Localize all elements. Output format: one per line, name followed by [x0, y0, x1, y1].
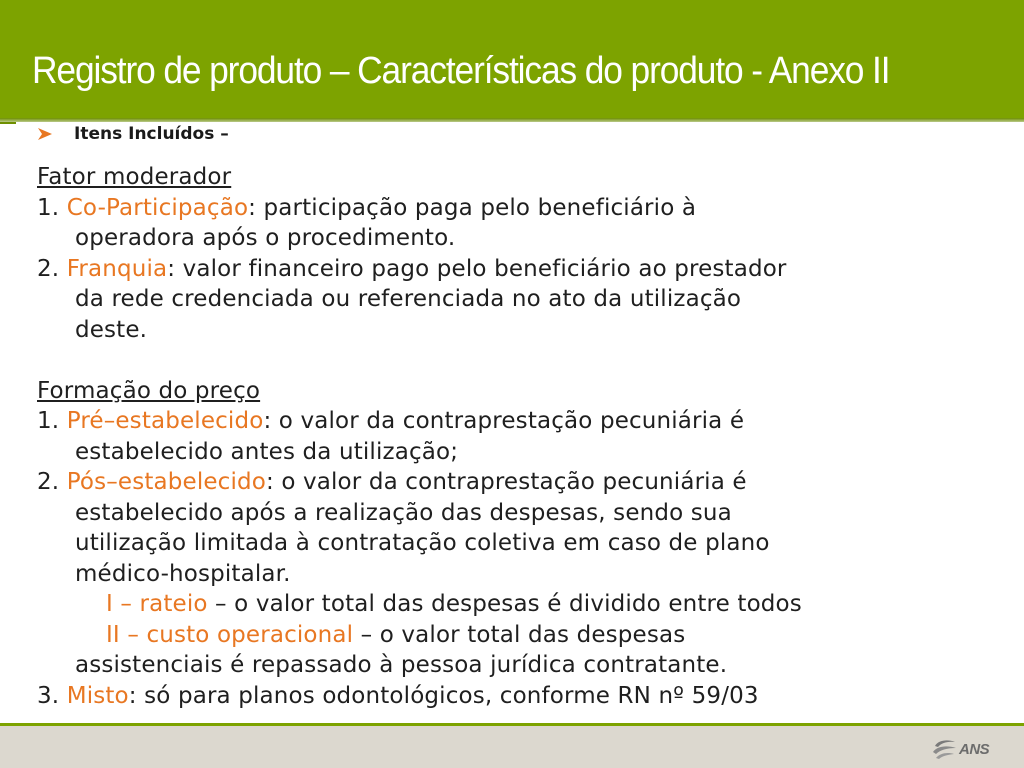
footer-bar: [0, 726, 1024, 768]
list-item: [37, 193, 997, 224]
item-number: 2.: [37, 469, 60, 495]
list-item: [37, 467, 997, 498]
item-continuation: médico-hospitalar.: [75, 560, 291, 587]
item-continuation: assistenciais é repassado à pessoa jurídica contratante.: [75, 652, 728, 678]
sub-item: [37, 589, 997, 620]
item-term: Misto: [66, 682, 129, 709]
ans-logo: [932, 736, 994, 762]
item-number: 3.: [37, 682, 60, 709]
item-text: : o valor da contraprestação pecuniária é: [263, 408, 745, 434]
sub-item-text: – o valor total das despesas é dividido entre todos: [207, 591, 802, 617]
item-continuation: estabelecido após a realização das despesas, sendo sua: [75, 499, 732, 526]
item-text: : só para planos odontológicos, conforme RN nº 59/03: [128, 682, 759, 709]
section-spacer: [37, 345, 997, 376]
sub-item-term: II – custo operacional: [106, 621, 354, 648]
item-number: 1.: [37, 194, 60, 221]
item-term: Franquia: [66, 255, 168, 282]
item-text: : participação paga pelo beneficiário à: [248, 194, 697, 221]
bullet-text: Itens Incluídos –: [74, 124, 229, 144]
ans-logo-icon: [932, 738, 958, 760]
section-heading-fator-moderador: Fator moderador: [37, 164, 232, 190]
list-item: [37, 254, 997, 285]
item-term: Pré–estabelecido: [66, 408, 264, 434]
item-text: : o valor da contraprestação pecuniária é: [265, 469, 747, 495]
sub-item-term: I – rateio: [106, 591, 208, 617]
logo-text: ANS: [959, 740, 990, 758]
list-item: [37, 681, 997, 712]
item-term: Co-Participação: [66, 194, 249, 221]
list-item: [37, 406, 997, 437]
item-number: 2.: [37, 255, 60, 282]
item-text: : valor financeiro pago pelo beneficiário ao prestador: [167, 255, 787, 282]
slide-body: [37, 162, 997, 711]
arrow-right-icon: [38, 128, 52, 140]
divider-tick: [0, 122, 16, 124]
slide-title: Registro de produto – Características do produto - Anexo II: [32, 50, 890, 92]
item-continuation: utilização limitada à contratação coletiva em caso de plano: [75, 530, 770, 556]
item-continuation: operadora após o procedimento.: [75, 225, 456, 251]
item-continuation: estabelecido antes da utilização;: [75, 438, 459, 465]
item-term: Pós–estabelecido: [66, 469, 266, 495]
sub-item: [37, 620, 997, 651]
section-heading-formacao-preco: Formação do preço: [37, 377, 261, 404]
bullet-item: [38, 122, 229, 146]
item-continuation: deste.: [75, 316, 148, 343]
sub-item-text: – o valor total das despesas: [353, 621, 686, 648]
item-continuation: da rede credenciada ou referenciada no ato da utilização: [75, 286, 742, 312]
item-number: 1.: [37, 408, 60, 434]
